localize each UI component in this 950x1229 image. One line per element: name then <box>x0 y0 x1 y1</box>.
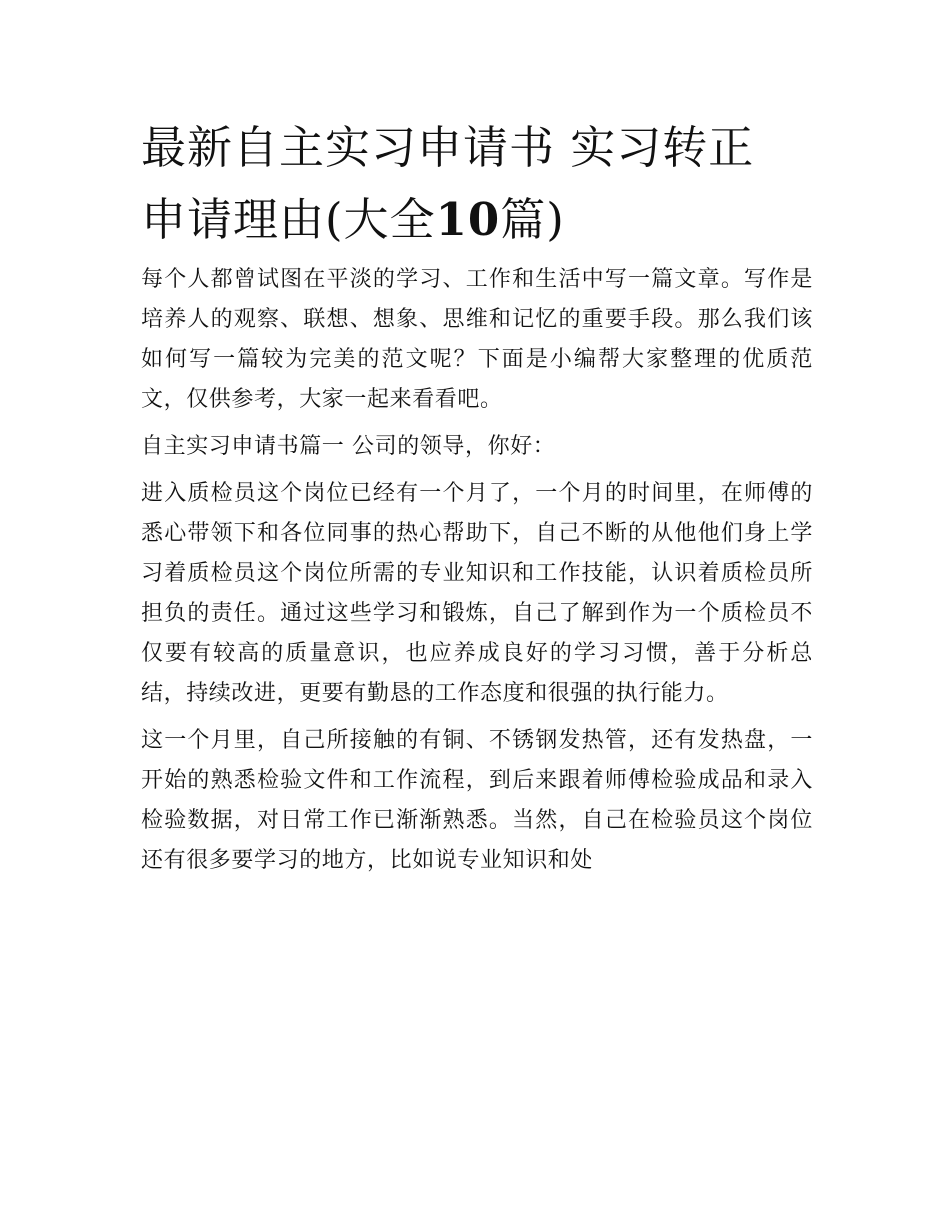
title-line-2-suffix: 篇) <box>500 193 565 246</box>
body-paragraph-1: 进入质检员这个岗位已经有一个月了，一个月的时间里，在师傅的悉心带领下和各位同事的热心帮助下，自己不断的从他他们身上学习着质检员这个岗位所需的专业知识和工作技能，认识着质检员所担负的责任。通过这些学习和锻炼，自己了解到作为一个质检员不仅要有较高的质量意识，也应养成良好的学习习惯，善于分析总结，持续改进，更要有勤恳的工作态度和很强的执行能力。 <box>141 481 813 706</box>
document-title <box>141 112 813 256</box>
document-body <box>141 112 813 881</box>
intro-paragraph: 每个人都曾试图在平淡的学习、工作和生活中写一篇文章。写作是培养人的观察、联想、想象、思维和记忆的重要手段。那么我们该如何写一篇较为完美的范文呢？下面是小编帮大家整理的优质范文，仅供参考，大家一起来看看吧。 <box>141 267 813 412</box>
salutation-paragraph: 自主实习申请书篇一 公司的领导，你好： <box>141 434 556 459</box>
title-line-2 <box>141 184 813 256</box>
title-line-1: 最新自主实习申请书 实习转正 <box>141 121 755 174</box>
title-line-2-number: 10 <box>435 193 501 246</box>
body-paragraph-2: 这一个月里，自己所接触的有铜、不锈钢发热管，还有发热盘，一开始的熟悉检验文件和工作流程，到后来跟着师傅检验成品和录入检验数据，对日常工作已渐渐熟悉。当然，自己在检验员这个岗位还有很多要学习的地方，比如说专业知识和处 <box>141 728 813 873</box>
title-line-2-prefix: 申请理由(大全 <box>141 193 436 246</box>
